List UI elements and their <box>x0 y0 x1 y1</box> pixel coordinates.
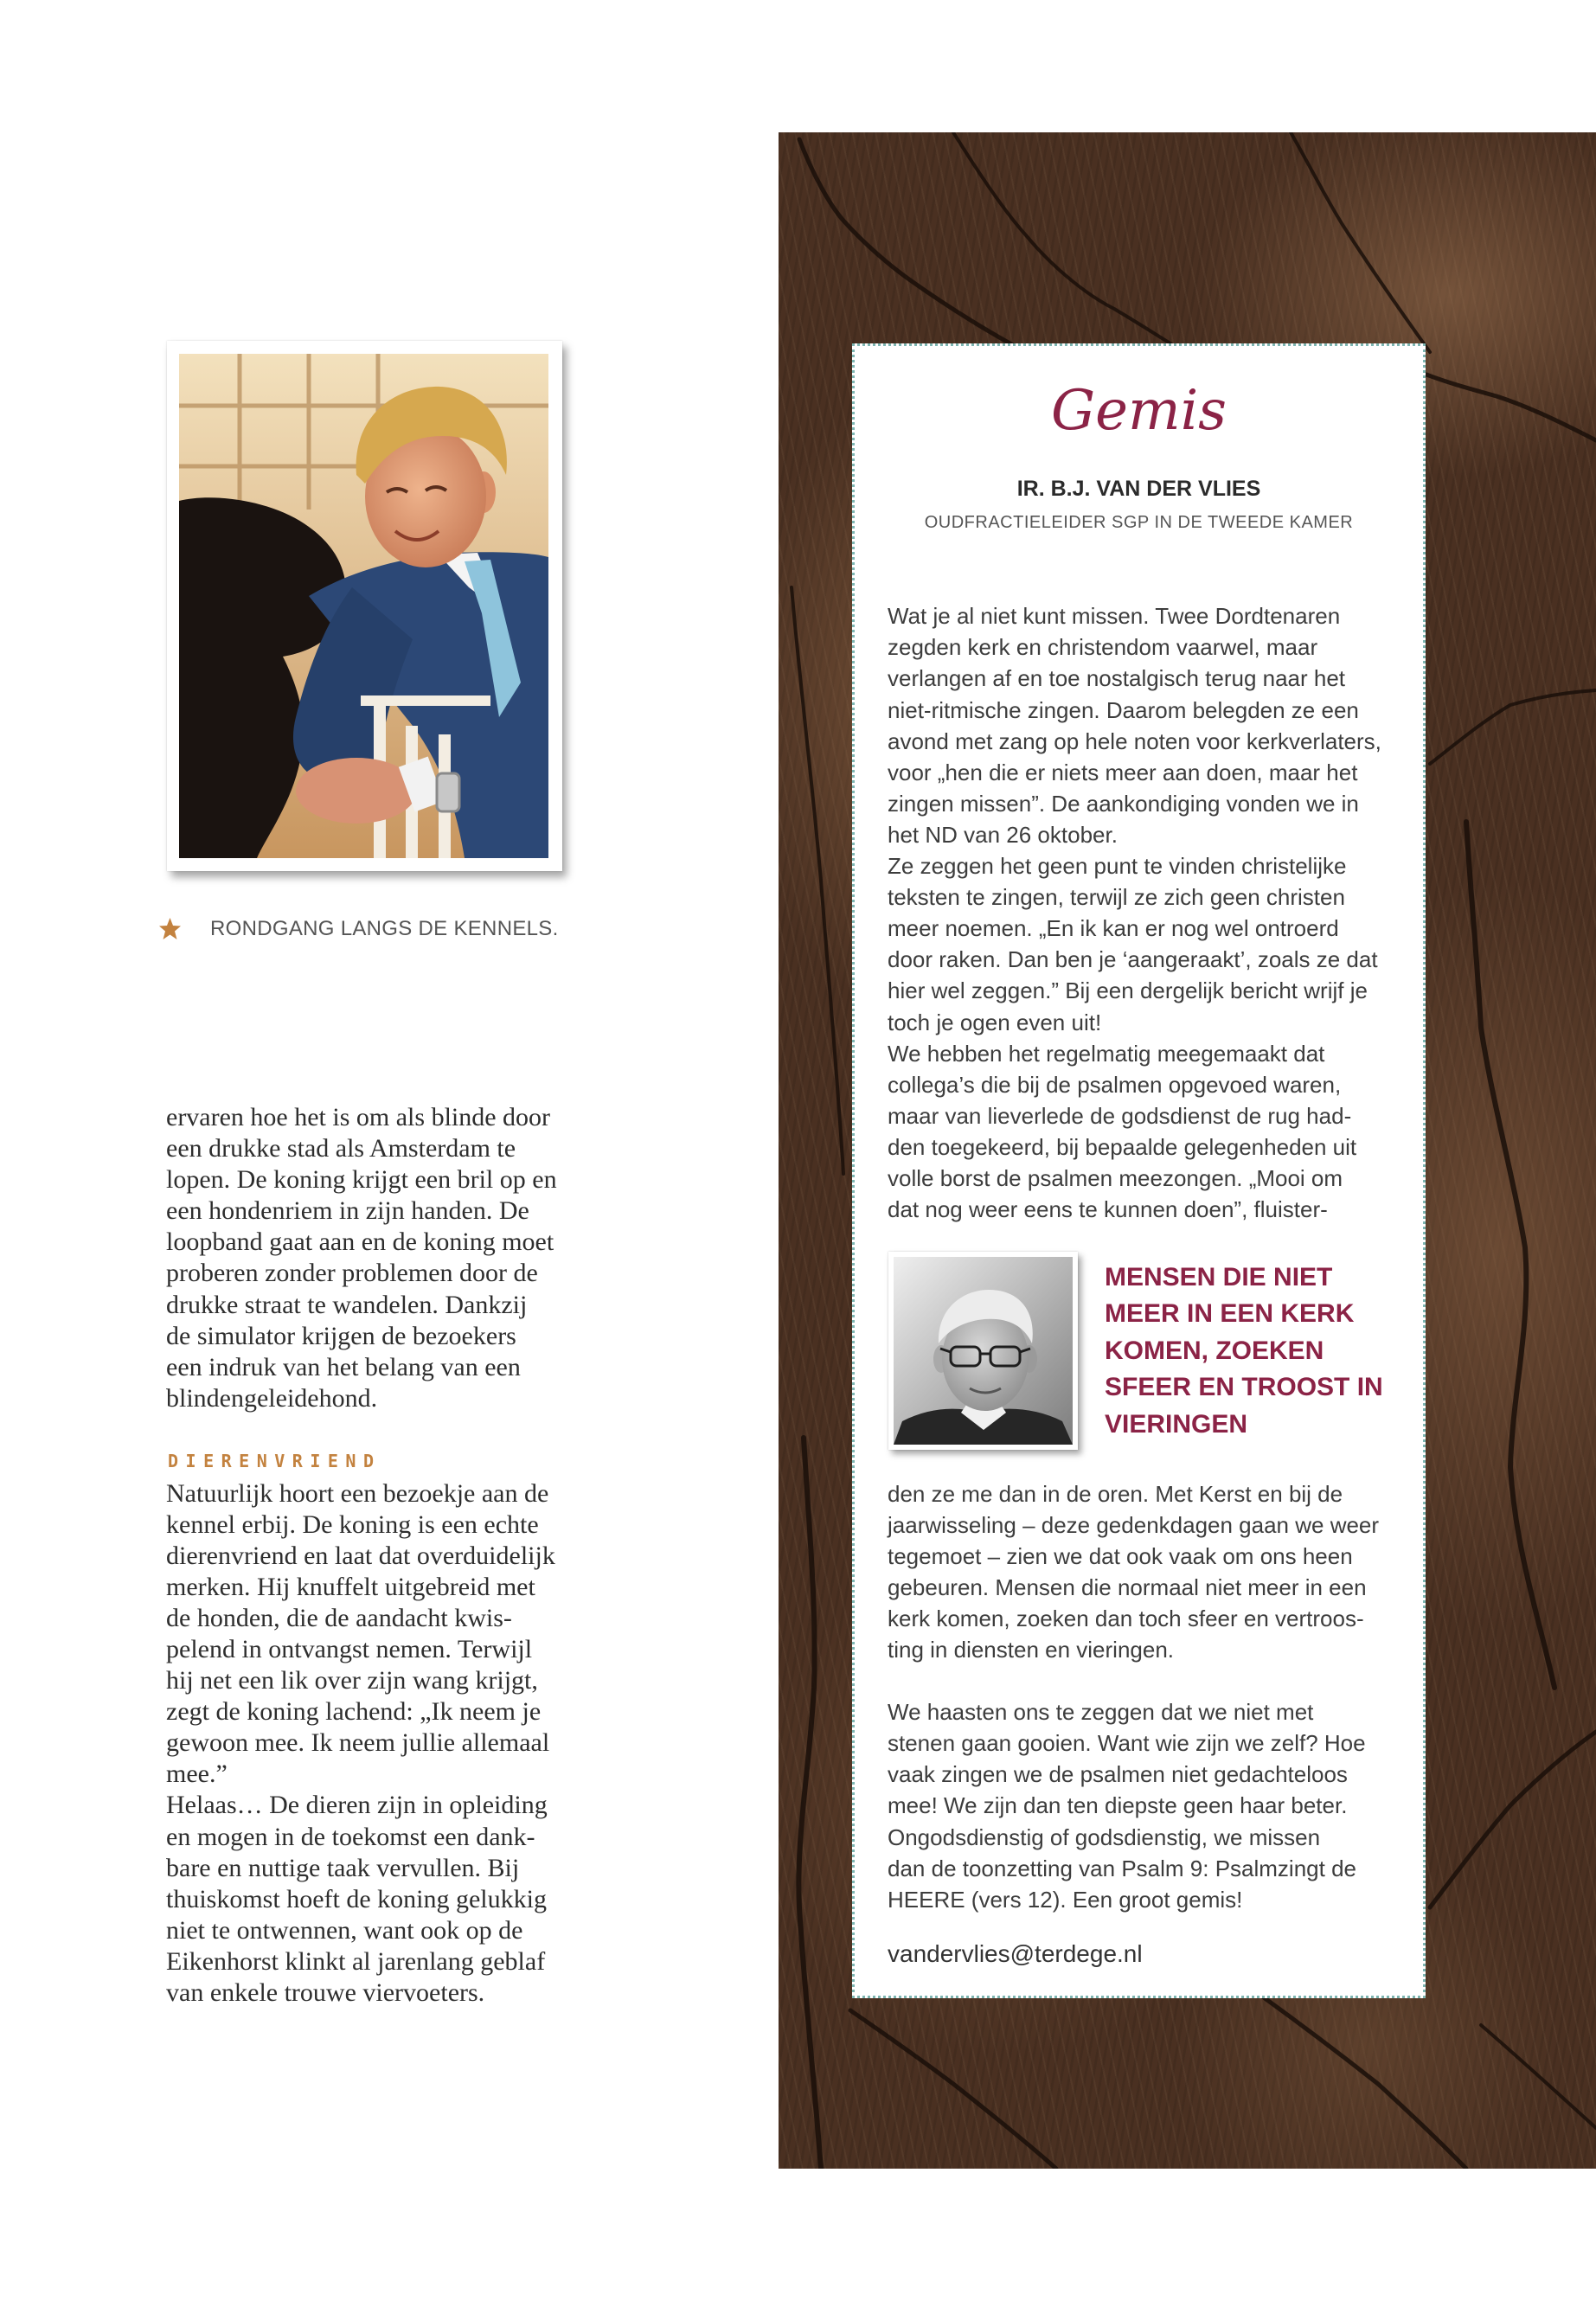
text-line: voor „hen die er niets meer aan doen, maar het <box>888 759 1358 785</box>
pull-quote-line: KOMEN, ZOEKEN <box>1105 1336 1324 1365</box>
text-line: zingen missen”. De aankondiging vonden we in <box>888 790 1359 817</box>
text-line: HEERE (vers 12). Een groot gemis! <box>888 1886 1243 1913</box>
text-line: stenen gaan gooien. Want wie zijn we zelf? Hoe <box>888 1730 1366 1757</box>
pull-quote <box>1105 1259 1383 1443</box>
column-text-3 <box>888 1696 1366 1915</box>
crack <box>1430 1732 1596 1907</box>
crack <box>1426 375 1596 440</box>
text-line: We hebben het regelmatig meegemaakt dat <box>888 1040 1325 1067</box>
pull-quote-line: MEER IN EEN KERK <box>1105 1299 1355 1329</box>
text-line: en mogen in de toekomst een dank- <box>166 1822 535 1851</box>
crack <box>850 2010 1056 2169</box>
section-heading: DIERENVRIEND <box>168 1451 381 1471</box>
crack <box>798 1438 821 2169</box>
text-line: niet-ritmische zingen. Daarom belegden ze een <box>888 696 1359 723</box>
text-line: een hondenriem in zijn handen. De <box>166 1196 529 1226</box>
crack <box>1291 132 1430 352</box>
text-line: Helaas… De dieren zijn in opleiding <box>166 1791 548 1820</box>
article-paragraph-1 <box>166 1102 557 1414</box>
text-line: lopen. De koning krijgt een bril op en <box>166 1165 557 1195</box>
text-line: loopband gaat aan en de koning moet <box>166 1227 554 1257</box>
text-line: hier wel zeggen.” Bij een dergelijk bericht wrijf je <box>888 977 1368 1004</box>
pull-quote-line: MENSEN DIE NIET <box>1105 1263 1333 1292</box>
photo-caption: RONDGANG LANGS DE KENNELS. <box>210 917 559 940</box>
text-line: jaarwisseling – deze gedenkdagen gaan we weer <box>888 1511 1380 1538</box>
wristwatch <box>437 773 459 811</box>
crack <box>792 587 843 1174</box>
text-line: dan de toonzetting van Psalm 9: Psalmzingt de <box>888 1855 1356 1881</box>
text-line: Ongodsdienstig of godsdienstig, we missen <box>888 1823 1321 1850</box>
text-line: kerk komen, zoeken dan toch sfeer en vertroos- <box>888 1605 1364 1631</box>
text-line: proberen zonder problemen door de <box>166 1259 538 1288</box>
pull-quote-line: SFEER EN TROOST IN <box>1105 1373 1383 1402</box>
author-email-link[interactable]: vandervlies@terdege.nl <box>888 1940 1143 1967</box>
text-line: de honden, die de aandacht kwis- <box>166 1603 512 1632</box>
author-portrait <box>894 1257 1073 1445</box>
column-text-2 <box>888 1478 1379 1666</box>
text-line: vaak zingen we de psalmen niet gedachteloos <box>888 1761 1348 1788</box>
author-portrait-frame <box>888 1252 1078 1450</box>
text-line: ting in diensten en vieringen. <box>888 1636 1175 1663</box>
article-paragraph-2 <box>166 1478 555 2009</box>
column-text-1 <box>888 600 1381 1225</box>
text-line: bare en nuttige taak vervullen. Bij <box>166 1853 520 1882</box>
text-line: den toegekeerd, bij bepaalde gelegenheden uit <box>888 1133 1357 1160</box>
text-line: meer noemen. „En ik kan er nog wel ontroerd <box>888 915 1339 942</box>
text-line: tegemoet – zien we dat ook vaak om ons heen <box>888 1542 1353 1569</box>
column-title: Gemis <box>1051 379 1227 443</box>
text-line: gebeuren. Mensen die normaal niet meer in een <box>888 1574 1367 1600</box>
text-line: mee! We zijn dan ten diepste geen haar beter. <box>888 1792 1348 1819</box>
text-line: Natuurlijk hoort een bezoekje aan de <box>166 1478 549 1508</box>
text-line: maar van lieverlede de godsdienst de rug had- <box>888 1102 1352 1129</box>
crack <box>1466 822 1554 1688</box>
text-line: thuiskomst hoeft de koning gelukkig <box>166 1884 547 1913</box>
text-line: de simulator krijgen de bezoekers <box>166 1321 516 1350</box>
text-line: avond met zang op hele noten voor kerkverlaters, <box>888 727 1381 754</box>
text-line: gewoon mee. Ik neem jullie allemaal <box>166 1728 550 1758</box>
crack <box>1481 2025 1596 2128</box>
text-line: het ND van 26 oktober. <box>888 821 1118 848</box>
hand <box>296 758 417 824</box>
text-line: een indruk van het belang van een <box>166 1352 521 1381</box>
text-line: dat nog weer eens te kunnen doen”, fluister- <box>888 1196 1328 1223</box>
text-line: drukke straat te wandelen. Dankzij <box>166 1290 528 1319</box>
pull-quote-line: VIERINGEN <box>1105 1409 1248 1439</box>
star-shape <box>159 918 181 939</box>
text-line: mee.” <box>166 1759 228 1789</box>
text-line: niet te ontwennen, want ook op de <box>166 1915 523 1945</box>
text-line: Wat je al niet kunt missen. Twee Dordtenaren <box>888 603 1341 630</box>
crack <box>1261 1996 1466 2169</box>
text-line: collega’s die bij de psalmen opgevoed waren, <box>888 1071 1342 1098</box>
text-line: zegt de koning lachend: „Ik neem je <box>166 1697 542 1727</box>
text-line: verlangen af en toe nostalgisch terug naar het <box>888 665 1346 692</box>
text-line: hij net een lik over zijn wang krijgt, <box>166 1666 538 1695</box>
king-photo-frame <box>167 341 562 871</box>
text-line: ervaren hoe het is om als blinde door <box>166 1103 551 1131</box>
column-author: IR. B.J. VAN DER VLIES <box>1016 477 1261 501</box>
text-line: Ze zeggen het geen punt te vinden christelijke <box>888 853 1347 880</box>
text-line: pelend in ontvangst nemen. Terwijl <box>166 1634 533 1663</box>
text-line: kennel erbij. De koning is een echte <box>166 1509 539 1539</box>
text-line: Eikenhorst klinkt al jarenlang geblaf <box>166 1946 546 1976</box>
text-line: zegden kerk en christendom vaarwel, maar <box>888 634 1318 661</box>
star-icon <box>158 917 182 940</box>
text-line: toch je ogen even uit! <box>888 1009 1102 1035</box>
text-line: dierenvriend en laat dat overduidelijk <box>166 1541 555 1570</box>
king-with-dog-photo <box>179 354 548 858</box>
text-line: door raken. Dan ben je ‘aangeraakt’, zoals ze dat <box>888 946 1378 973</box>
text-line: van enkele trouwe viervoeters. <box>166 1978 485 2007</box>
text-line: We haasten ons te zeggen dat we niet met <box>888 1699 1314 1726</box>
text-line: een drukke stad als Amsterdam te <box>166 1134 516 1163</box>
text-line: merken. Hij knuffelt uitgebreid met <box>166 1572 535 1601</box>
crack <box>799 139 1026 352</box>
text-line: volle borst de psalmen meezongen. „Mooi om <box>888 1164 1343 1191</box>
crack <box>953 132 1173 345</box>
crack <box>1430 690 1596 764</box>
text-line: blindengeleidehond. <box>166 1383 378 1413</box>
column-author-role: OUDFRACTIELEIDER SGP IN DE TWEEDE KAMER <box>924 513 1354 532</box>
text-line: den ze me dan in de oren. Met Kerst en bij de <box>888 1480 1343 1507</box>
railing-rail <box>361 695 490 706</box>
text-line: teksten te zingen, terwijl ze zich geen christen <box>888 884 1345 911</box>
